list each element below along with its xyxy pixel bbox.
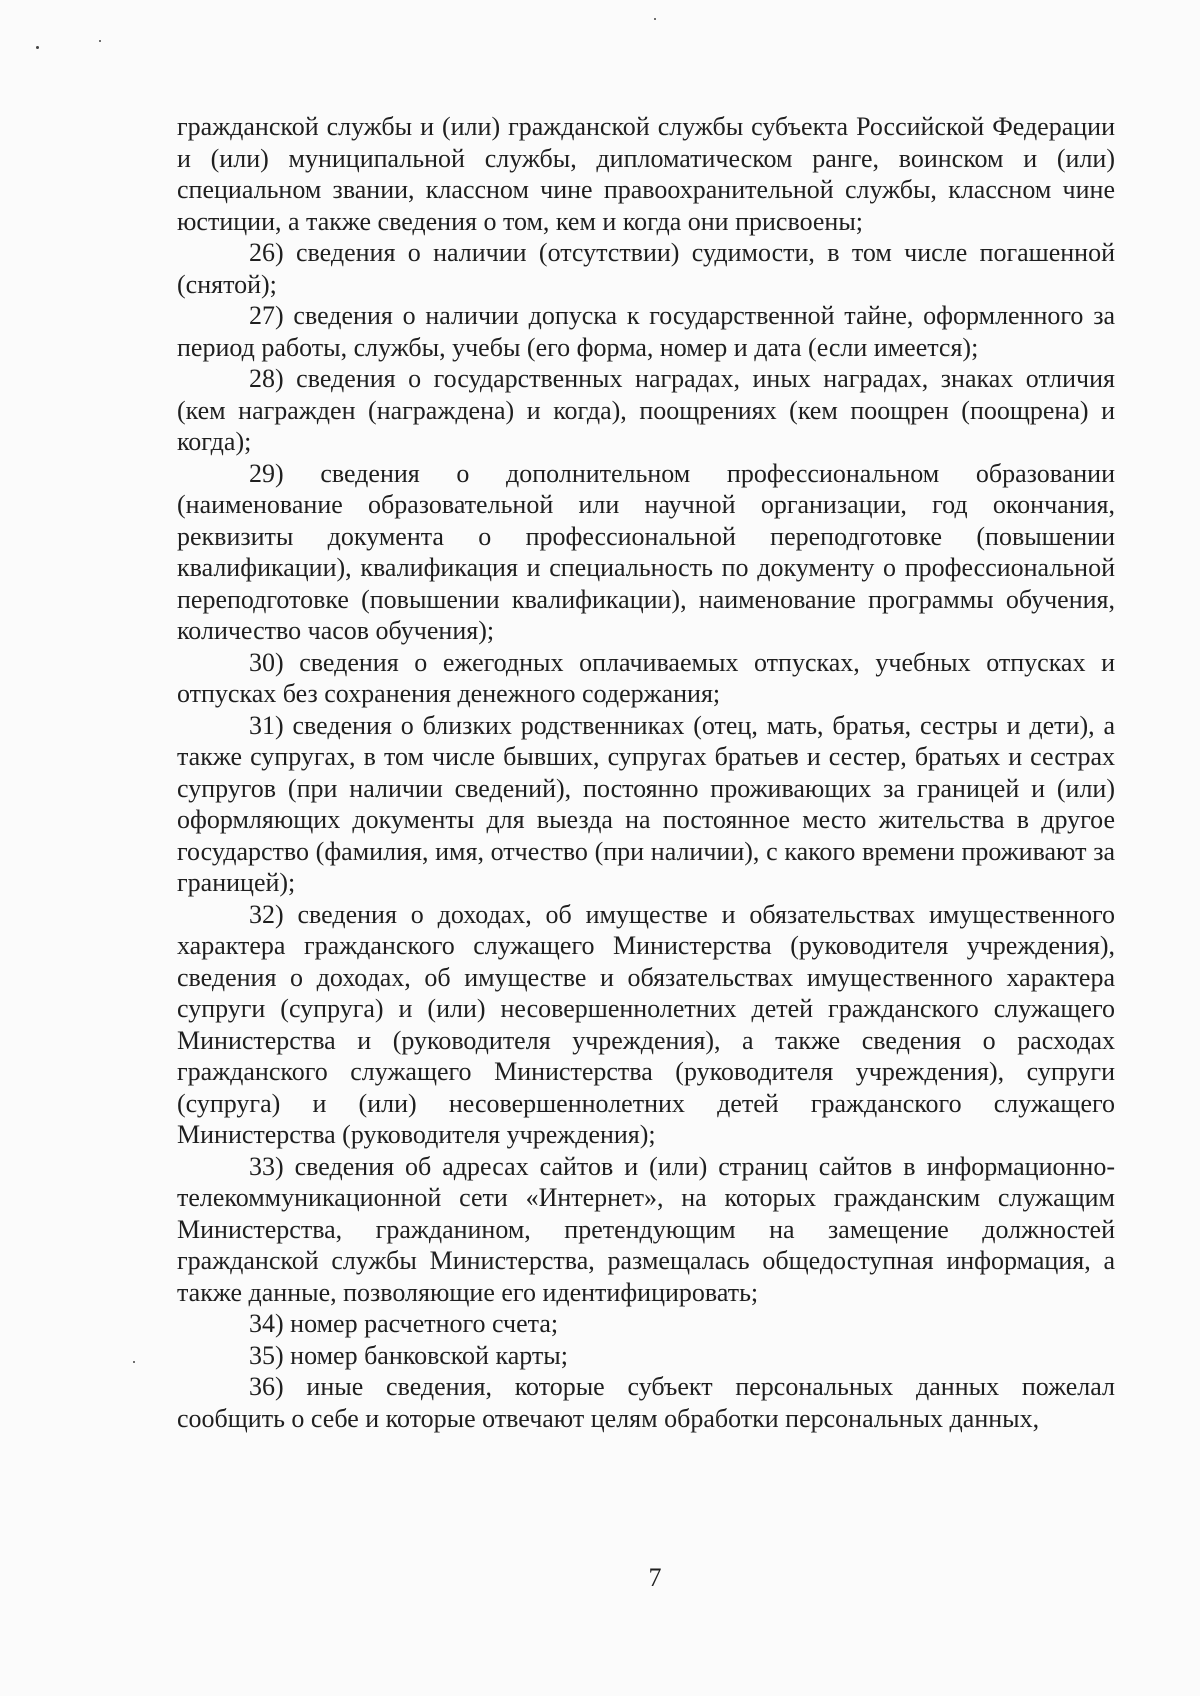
list-item-26: 26) сведения о наличии (отсутствии) судимости, в том числе погашенной (снятой); (177, 238, 1115, 299)
scan-speck (133, 1361, 135, 1363)
list-item-29: 29) сведения о дополнительном профессиональном образовании (наименование образовательной или научной организации, год окончания, реквизиты документа о профессиональной переподготовке (повышении квалификации), квалификация и специальность по документу о профессиональной переподготовке (повышении квалификации), наименование программы обучения, количество часов обучения); (177, 458, 1115, 645)
list-item-31: 31) сведения о близких родственниках (отец, мать, братья, сестры и дети), а также супругах, в том числе бывших, супругах братьев и сестер, братьях и сестрах супругов (при наличии сведений), постоянно проживающих за границей и (или) оформляющих документы для выезда на постоянное место жительства в другое государство (фамилия, имя, отчество (при наличии), с какого времени проживают за границей); (177, 710, 1115, 897)
scan-speck (654, 18, 656, 20)
continuation-paragraph: гражданской службы и (или) гражданской службы субъекта Российской Федерации и (или) муниципальной службы, дипломатическом ранге, воинском и (или) специальном звании, классном чине правоохранительной службы, классном чине юстиции, а также сведения о том, кем и когда они присвоены; (177, 112, 1115, 236)
list-item-32: 32) сведения о доходах, об имуществе и обязательствах имущественного характера гражданского служащего Министерства (руководителя учреждения), сведения о доходах, об имуществе и обязательствах имущественного характера супруги (супруга) и (или) несовершеннолетних детей гражданского служащего Министерства и (руководителя учреждения), а также сведения о расходах гражданского служащего Министерства (руководителя учреждения), супруги (супруга) и (или) несовершеннолетних детей гражданского служащего Министерства (руководителя учреждения); (177, 899, 1115, 1149)
list-item-34: 34) номер расчетного счета; (249, 1309, 559, 1338)
scan-speck (99, 40, 101, 42)
list-item-30: 30) сведения о ежегодных оплачиваемых отпусках, учебных отпусках и отпусках без сохранения денежного содержания; (177, 647, 1115, 708)
list-item-36: 36) иные сведения, которые субъект персональных данных пожелал сообщить о себе и которые отвечают целям обработки персональных данных, (177, 1372, 1115, 1433)
list-item-27: 27) сведения о наличии допуска к государственной тайне, оформленного за период работы, службы, учебы (его форма, номер и дата (если имеется); (177, 301, 1115, 362)
list-item-35: 35) номер банковской карты; (249, 1340, 568, 1370)
list-item-28: 28) сведения о государственных наградах, иных наградах, знаках отличия (кем награжден (награждена) и когда), поощрениях (кем поощрен (поощрена) и когда); (177, 364, 1115, 456)
scan-speck (36, 46, 39, 49)
document-body (177, 111, 1115, 1434)
list-item-33: 33) сведения об адресах сайтов и (или) страниц сайтов в информационно-телекоммуникационной сети «Интернет», на которых гражданским служащим Министерства, гражданином, претендующим на замещение должностей гражданской службы Министерства, размещалась общедоступная информация, а также данные, позволяющие его идентифицировать; (177, 1151, 1115, 1307)
page-number: 7 (648, 1563, 662, 1592)
